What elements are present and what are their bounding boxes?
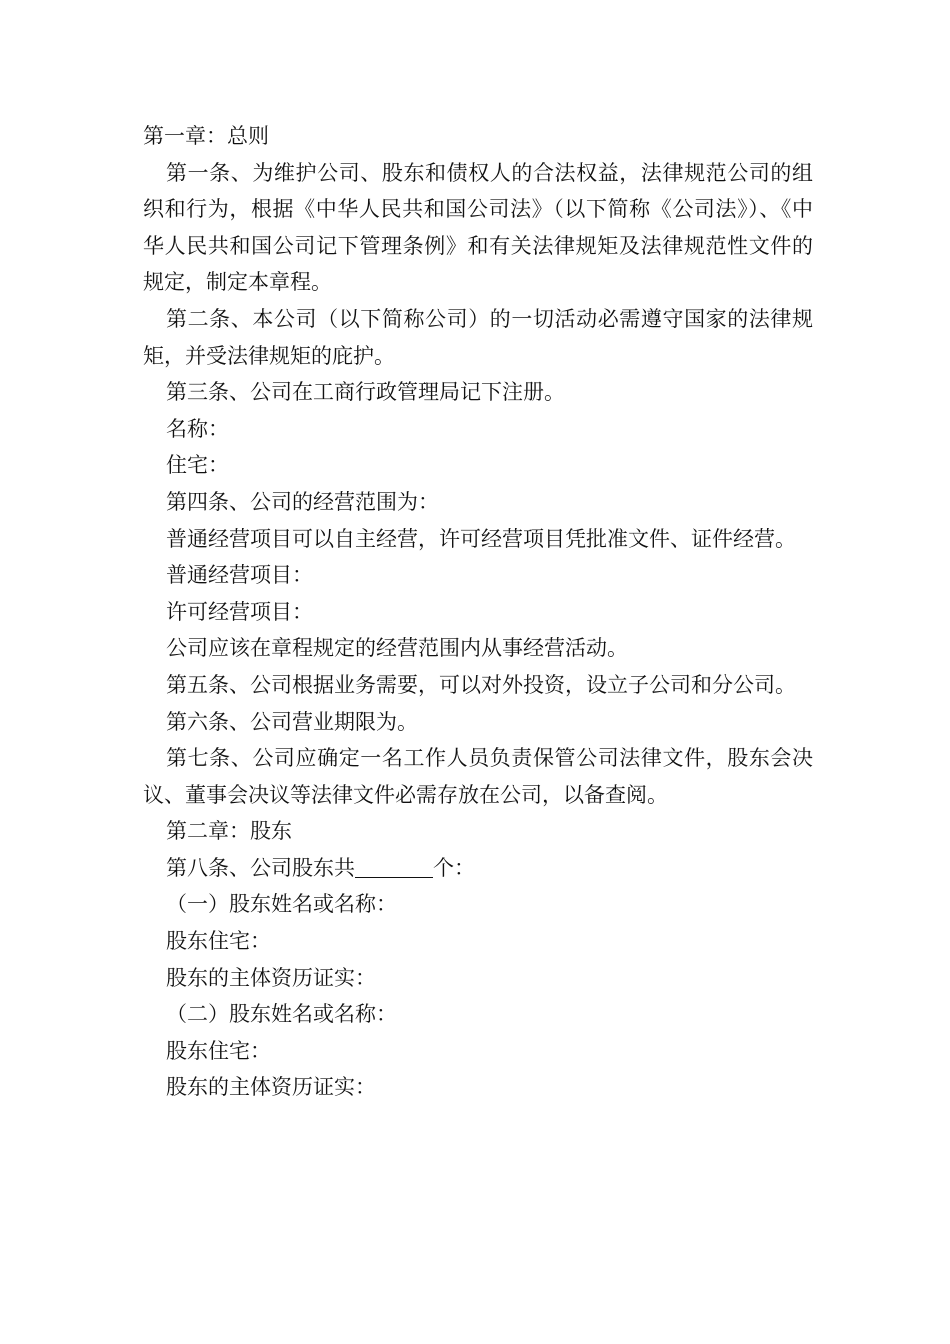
article-8-prefix: 第八条、公司股东共 [166, 855, 355, 880]
article-4: 第四条、公司的经营范围为： [166, 489, 439, 514]
chapter-1-heading: 第一章：总则 [143, 124, 269, 148]
article-6: 第六条、公司营业期限为。 [166, 709, 418, 734]
shareholder-2-residence: 股东住宅： [166, 1038, 271, 1063]
article-8-suffix: 个： [433, 855, 475, 880]
article-2: 第二条、本公司（以下简称公司）的一切活动必需遵守国家的法律规矩，并受法律规矩的庇护。 [143, 306, 813, 368]
shareholder-2-name: （二）股东姓名或名称： [166, 1002, 397, 1027]
company-residence-label: 住宅： [166, 453, 229, 478]
company-name-label: 名称： [166, 416, 229, 441]
shareholder-1-name: （一）股东姓名或名称： [166, 892, 397, 917]
article-8 [143, 850, 813, 887]
article-5: 第五条、公司根据业务需要，可以对外投资，设立子公司和分公司。 [166, 672, 796, 697]
article-4-note: 公司应该在章程规定的经营范围内从事经营活动。 [166, 636, 628, 661]
article-1: 第一条、为维护公司、股东和债权人的合法权益，法律规范公司的组织和行为，根据《中华人民共和国公司法》（以下简称《公司法》）、《中华人民共和国公司记下管理条例》和有关法律规矩及法律规范性文件的规定，制定本章程。 [143, 160, 813, 295]
shareholder-count-blank [355, 855, 433, 878]
shareholder-1-residence: 股东住宅： [166, 929, 271, 954]
article-4-description: 普通经营项目可以自主经营，许可经营项目凭批准文件、证件经营。 [166, 526, 796, 551]
general-items-label: 普通经营项目： [166, 563, 313, 588]
article-7: 第七条、公司应确定一名工作人员负责保管公司法律文件，股东会决议、董事会决议等法律文件必需存放在公司，以备查阅。 [143, 746, 813, 807]
article-3: 第三条、公司在工商行政管理局记下注册。 [166, 380, 565, 405]
document-body [143, 118, 813, 1106]
chapter-2-heading: 第二章：股东 [166, 819, 292, 844]
shareholder-2-qualification: 股东的主体资历证实： [166, 1075, 376, 1100]
licensed-items-label: 许可经营项目： [166, 599, 313, 624]
shareholder-1-qualification: 股东的主体资历证实： [166, 965, 376, 990]
